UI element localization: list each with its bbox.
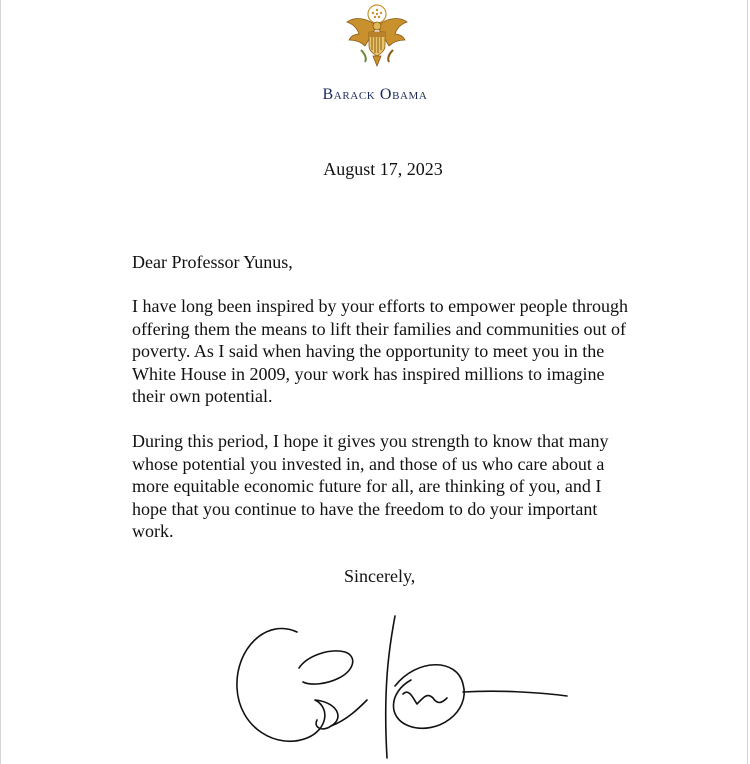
eagle-seal-icon: [337, 4, 417, 70]
letterhead-name: Barack Obama: [322, 86, 428, 103]
letter-date: August 17, 2023: [323, 159, 443, 179]
body-paragraph: I have long been inspired by your efforts to empower people through offering them the means to lift their families and communities out of poverty. As I said when having the opportunity to meet you in the White House in 2009, your work has inspired millions to imagine their own potential.: [132, 296, 629, 407]
closing: Sincerely,: [344, 566, 416, 586]
body-paragraph: During this period, I hope it gives you strength to know that many whose potential you invested in, and those of us who care about a more equitable economic future for all, are thinking of you, and I hope that you continue to have the freedom to do your important work.: [132, 431, 609, 542]
signature-icon: [227, 608, 571, 764]
salutation: Dear Professor Yunus,: [132, 252, 293, 272]
